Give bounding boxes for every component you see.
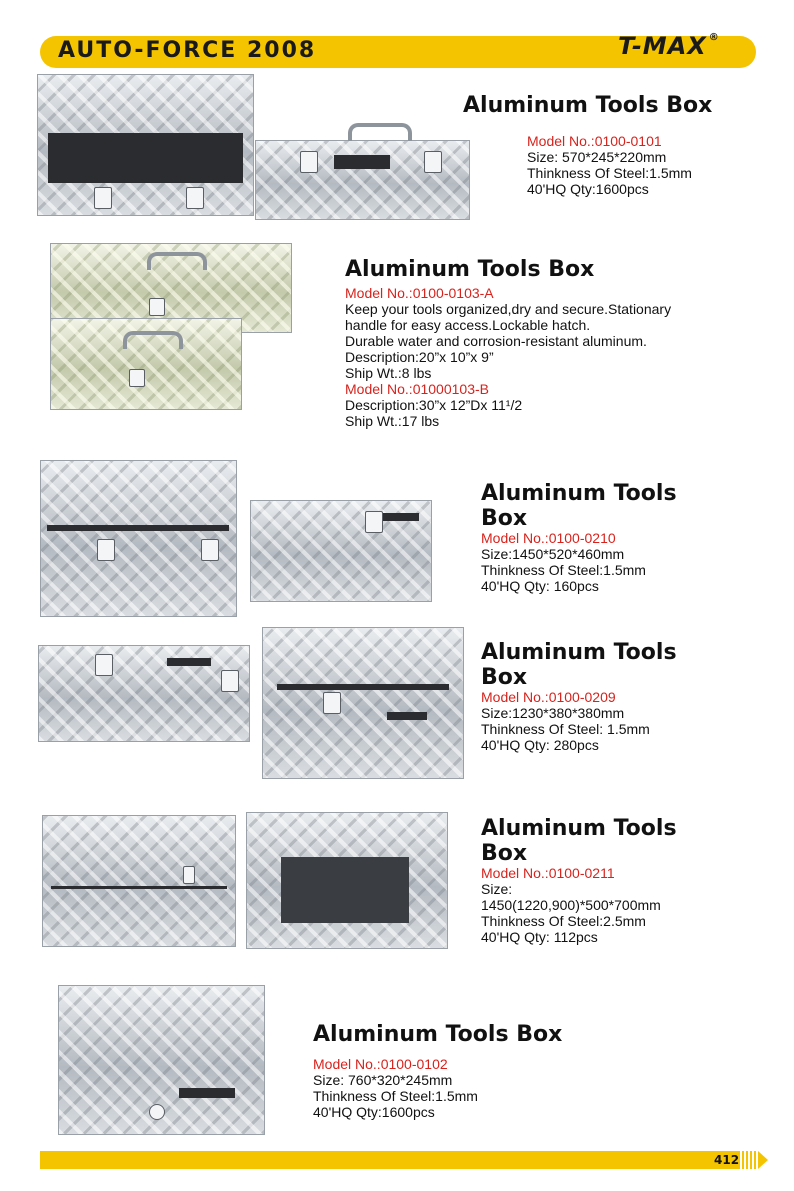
next-arrow-icon bbox=[758, 1151, 768, 1169]
spec-line: 40'HQ Qty:1600pcs bbox=[527, 181, 649, 197]
spec-line: Thinkness Of Steel:1.5mm bbox=[481, 562, 646, 578]
spec-line: Size: bbox=[481, 881, 513, 897]
product-photo-0100-0102-open bbox=[58, 985, 265, 1135]
model-number: Model No.:0100-0101 bbox=[527, 133, 662, 149]
spec-line: 40'HQ Qty:1600pcs bbox=[313, 1104, 435, 1120]
spec-line: 40'HQ Qty: 112pcs bbox=[481, 929, 598, 945]
model-number: Model No.:0100-0210 bbox=[481, 530, 616, 546]
product-photo-0100-0103-b bbox=[50, 318, 242, 410]
spec-line: Ship Wt.:17 lbs bbox=[345, 413, 440, 429]
product-title: Aluminum Tools Box bbox=[345, 257, 595, 282]
spec-line: Durable water and corrosion-resistant aluminum. bbox=[345, 333, 647, 349]
page-number: 412 bbox=[714, 1153, 740, 1167]
product-title: Aluminum Tools Box bbox=[313, 1022, 563, 1047]
product-photo-0100-0209-closed bbox=[38, 645, 250, 742]
spec-line: Thinkness Of Steel:1.5mm bbox=[313, 1088, 478, 1104]
product-title-line: Aluminum Tools bbox=[481, 481, 677, 506]
product-specs bbox=[313, 1056, 478, 1120]
product-photo-0100-0101-open bbox=[37, 74, 254, 216]
product-photo-0100-0211-closed bbox=[42, 815, 236, 947]
spec-line: Ship Wt.:8 lbs bbox=[345, 365, 432, 381]
product-title bbox=[481, 816, 677, 866]
logo-text: T-MAX bbox=[618, 32, 707, 60]
product-title-line: Box bbox=[481, 506, 528, 531]
spec-line: Keep your tools organized,dry and secure.Stationary bbox=[345, 301, 672, 317]
product-specs bbox=[481, 530, 646, 594]
spec-line: Size:1230*380*380mm bbox=[481, 705, 625, 721]
product-photo-0100-0101-closed bbox=[255, 140, 470, 220]
model-number: Model No.:0100-0209 bbox=[481, 689, 616, 705]
spec-line: Thinkness Of Steel:1.5mm bbox=[527, 165, 692, 181]
spec-line: 40'HQ Qty: 280pcs bbox=[481, 737, 599, 753]
footer-stripes bbox=[742, 1151, 756, 1169]
registered-mark: ® bbox=[708, 32, 720, 43]
spec-line: Thinkness Of Steel: 1.5mm bbox=[481, 721, 650, 737]
spec-line: Size: 570*245*220mm bbox=[527, 149, 667, 165]
product-photo-0100-0210-closed bbox=[250, 500, 432, 602]
catalog-title: AUTO-FORCE 2008 bbox=[58, 38, 317, 63]
product-title-line: Box bbox=[481, 841, 528, 866]
spec-line: Description:30”x 12”Dx 11¹/2 bbox=[345, 397, 523, 413]
product-specs bbox=[481, 865, 661, 945]
model-number: Model No.:0100-0211 bbox=[481, 865, 615, 881]
footer-bar bbox=[40, 1151, 740, 1169]
spec-line: handle for easy access.Lockable hatch. bbox=[345, 317, 591, 333]
spec-line: Size:1450*520*460mm bbox=[481, 546, 625, 562]
product-title-line: Aluminum Tools bbox=[481, 640, 677, 665]
brand-logo bbox=[618, 32, 720, 60]
model-number: Model No.:0100-0102 bbox=[313, 1056, 448, 1072]
spec-line: Size: 760*320*245mm bbox=[313, 1072, 453, 1088]
spec-line: Description:20”x 10”x 9” bbox=[345, 349, 494, 365]
product-title-line: Box bbox=[481, 665, 528, 690]
model-number: Model No.:01000103-B bbox=[345, 381, 489, 397]
spec-line: 40'HQ Qty: 160pcs bbox=[481, 578, 599, 594]
model-number: Model No.:0100-0103-A bbox=[345, 285, 494, 301]
product-title-line: Aluminum Tools bbox=[481, 816, 677, 841]
product-specs bbox=[345, 285, 671, 429]
spec-line: Thinkness Of Steel:2.5mm bbox=[481, 913, 646, 929]
spec-line: 1450(1220,900)*500*700mm bbox=[481, 897, 661, 913]
product-specs bbox=[481, 689, 650, 753]
product-title bbox=[481, 481, 677, 531]
product-photo-0100-0209-open bbox=[262, 627, 464, 779]
product-photo-0100-0210-open bbox=[40, 460, 237, 617]
product-specs bbox=[527, 133, 692, 197]
product-photo-0100-0211-open bbox=[246, 812, 448, 949]
product-title: Aluminum Tools Box bbox=[463, 93, 713, 118]
product-title bbox=[481, 640, 677, 690]
